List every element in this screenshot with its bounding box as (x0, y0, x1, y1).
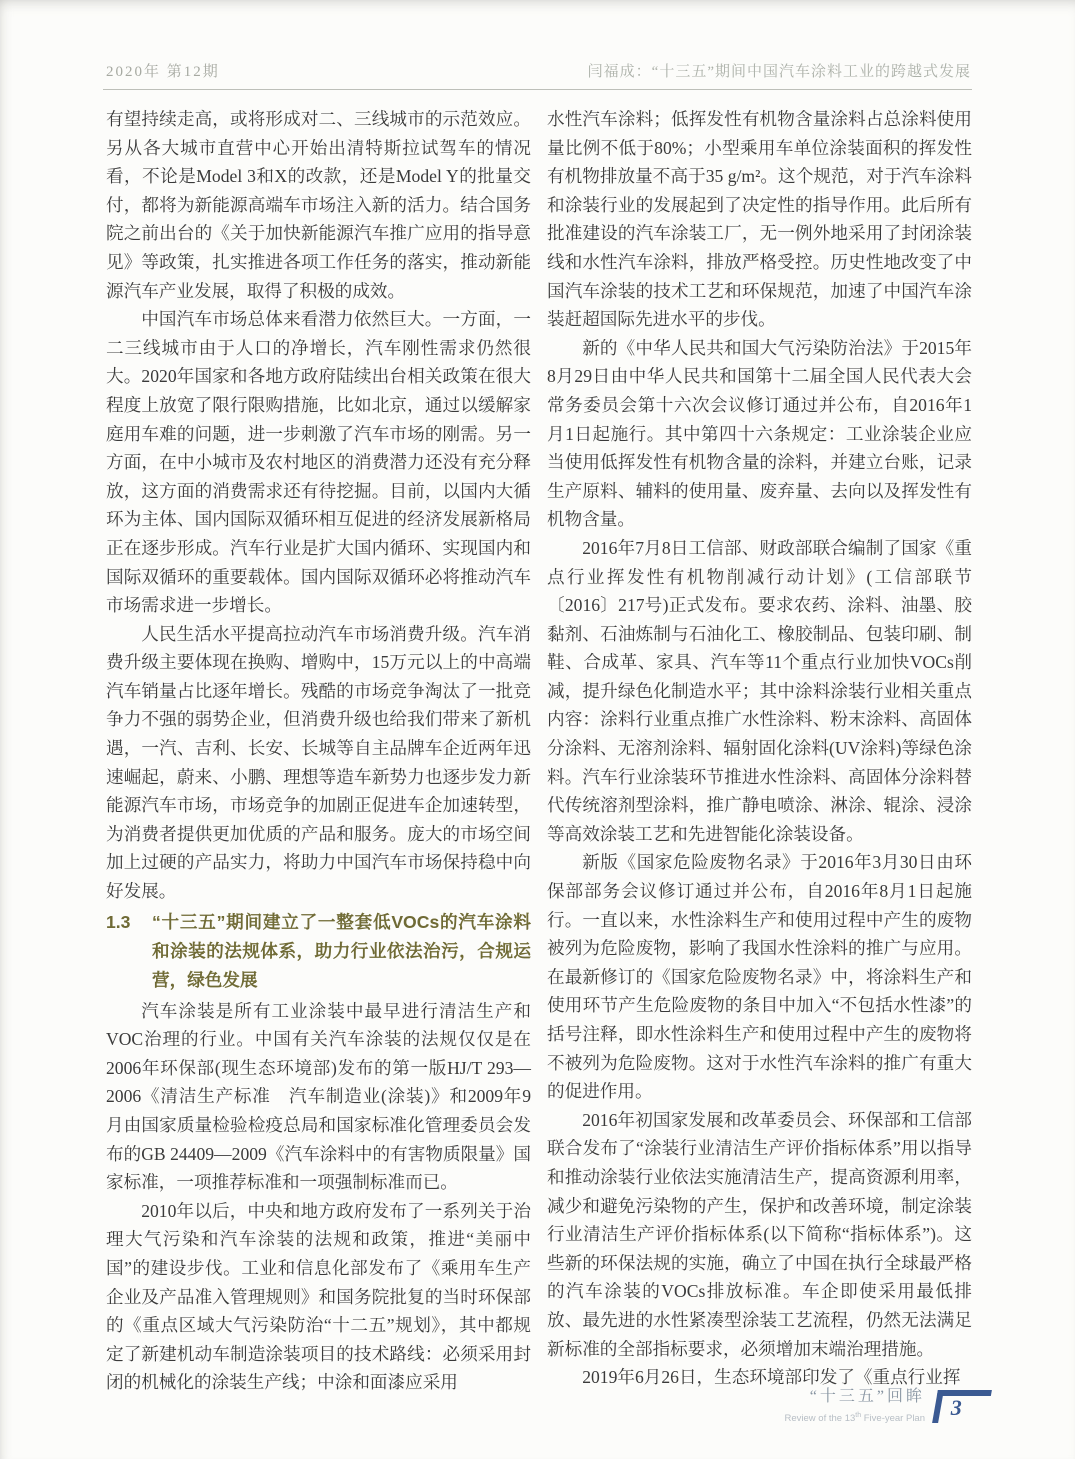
paragraph: 2016年初国家发展和改革委员会、环保部和工信部联合发布了“涂装行业清洁生产评价指标体系”用以指导和推动涂装行业依法实施清洁生产，提高资源利用率，减少和避免污染物的产生，保护和改善环境，制定涂装行业清洁生产评价指标体系(以下简称“指标体系”)。这些新的环保法规的实施，确立了中国在执行全球最严格的汽车涂装的VOCs排放标准。车企即使采用最低排放、最先进的水性紧凑型涂装工艺流程，仍然无法满足新标准的全部指标要求，必须增加末端治理措施。 (547, 1109, 972, 1359)
section-title: “十三五”期间建立了一整套低VOCs的汽车涂料和涂装的法规体系，助力行业依法治污，合规运营，绿色发展 (152, 911, 531, 990)
paragraph: 新版《国家危险废物名录》于2016年3月30日由环保部部务会议修订通过并公布，自2016年8月1日起施行。一直以来，水性涂料生产和使用过程中产生的废物被列为危险废物，影响了我国水性涂料的推广与应用。在最新修订的《国家危险废物名录》中，将涂料生产和使用环节产生危险废物的条目中加入“不包括水性漆”的括号注释，即水性涂料生产和使用过程中产生的废物将不被列为危险废物。这对于水性汽车涂料的推广有重大的促进作用。 (547, 852, 972, 1102)
footer-title-cn: “十三五”回眸 (809, 1388, 925, 1405)
paragraph: 人民生活水平提高拉动汽车市场消费升级。汽车消费升级主要体现在换购、增购中，15万元以上的中高端汽车销量占比逐年增长。残酷的市场竞争淘汰了一批竞争力不强的弱势企业，但消费升级也给我们带来了新机遇，一汽、吉利、长安、长城等自主品牌车企近两年迅速崛起，蔚来、小鹏、理想等造车新势力也逐步发力新能源汽车市场，市场竞争的加剧正促进车企加速转型，为消费者提供更加优质的产品和服务。庞大的市场空间加上过硬的产品实力，将助力中国汽车市场保持稳中向好发展。 (106, 623, 531, 902)
footer-en-suffix: Five-year Plan (861, 1413, 925, 1425)
page-number-bracket (932, 1390, 992, 1423)
paragraph: 2019年6月26日，生态环境部印发了《重点行业挥 (582, 1367, 961, 1388)
paragraph: 汽车涂装是所有工业涂装中最早进行清洁生产和VOC治理的行业。中国有关汽车涂装的法规仅仅是在2006年环保部(现生态环境部)发布的第一版HJ/T 293—2006《清洁生产标准 汽车制造业(涂装)》和2009年9月由国家质量检验检疫总局和国家标准化管理委员会发布的GB 24409—2009《汽车涂料中的有害物质限量》国家标准，一项推荐标准和一项强制标准而已。 (106, 1000, 531, 1193)
page-number: 3 (950, 1395, 962, 1420)
column-right (547, 105, 972, 1392)
footer-title-en (785, 1409, 926, 1425)
footer-titles (785, 1384, 926, 1425)
footer-en-sup: th (855, 1412, 862, 1419)
section-heading (106, 908, 531, 995)
paragraph: 新的《中华人民共和国大气污染防治法》于2015年8月29日由中华人民共和国第十二届全国人民代表大会常务委员会第十六次会议修订通过并公布，自2016年1月1日起施行。其中第四十六条规定：工业涂装企业应当使用低挥发性有机物含量的涂料，并建立台账，记录生产原料、辅料的使用量、废弃量、去向以及挥发性有机物含量。 (547, 337, 972, 530)
header-issue: 2020年 第12期 (106, 64, 220, 80)
section-number: 1.3 (106, 911, 131, 932)
page-footer (785, 1384, 990, 1425)
paragraph: 中国汽车市场总体来看潜力依然巨大。一方面，一二三线城市由于人口的净增长，汽车刚性需求仍然很大。2020年国家和各地方政府陆续出台相关政策在很大程度上放宽了限行限购措施，比如北京，通过以缓解家庭用车难的问题，进一步刺激了汽车市场的刚需。另一方面，在中小城市及农村地区的消费潜力还没有充分释放，这方面的消费需求还有待挖掘。目前，以国内大循环为主体、国内国际双循环相互促进的经济发展新格局正在逐步形成。汽车行业是扩大国内循环、实现国内和国际双循环的重要载体。国内国际双循环必将推动汽车市场需求进一步增长。 (106, 309, 531, 616)
header-rule (103, 89, 972, 90)
paragraph: 水性汽车涂料；低挥发性有机物含量涂料占总涂料使用量比例不低于80%；小型乘用车单位涂装面积的挥发性有机物排放量不高于35 g/m²。这个规范，对于汽车涂料和涂装行业的发展起到了决定性的指导作用。此后所有批准建设的汽车涂装工厂，无一例外地采用了封闭涂装线和水性汽车涂料，排放严格受控。历史性地改变了中国汽车涂装的技术工艺和环保规范，加速了中国汽车涂装赶超国际先进水平的步伐。 (547, 109, 972, 330)
paragraph: 有望持续走高，或将形成对二、三线城市的示范效应。另从各大城市直营中心开始出清特斯拉试驾车的情况看，不论是Model 3和X的改款，还是Model Y的批量交付，都将为新能源高端车市场注入新的活力。结合国务院之前出台的《关于加快新能源汽车推广应用的指导意见》等政策，扎实推进各项工作任务的落实，推动新能源汽车产业发展，取得了积极的成效。 (106, 109, 531, 301)
header-running-title: 闫福成：“十三五”期间中国汽车涂料工业的跨越式发展 (587, 64, 971, 80)
footer-en-prefix: Review of the 13 (784, 1413, 856, 1425)
paragraph: 2010年以后，中央和地方政府发布了一系列关于治理大气污染和汽车涂装的法规和政策，推进“美丽中国”的建设步伐。工业和信息化部发布了《乘用车生产企业及产品准入管理规则》和国务院批复的当时环保部的《重点区域大气污染防治“十二五”规划》，其中都规定了新建机动车制造涂装项目的技术路线：必须采用封闭的机械化的涂装生产线；中涂和面漆应采用 (106, 1200, 531, 1393)
paragraph: 2016年7月8日工信部、财政部联合编制了国家《重点行业挥发性有机物削减行动计划》(工信部联节〔2016〕217号)正式发布。要求农药、涂料、油墨、胶黏剂、石油炼制与石油化工、橡胶制品、包装印刷、制鞋、合成革、家具、汽车等11个重点行业加快VOCs削减，提升绿色化制造水平；其中涂料涂装行业相关重点内容：涂料行业重点推广水性涂料、粉末涂料、高固体分涂料、无溶剂涂料、辐射固化涂料(UV涂料)等绿色涂料。汽车行业涂装环节推进水性涂料、高固体分涂料替代传统溶剂型涂料，推广静电喷涂、淋涂、辊涂、浸涂等高效涂装工艺和先进智能化涂装设备。 (547, 537, 972, 844)
column-left (106, 105, 531, 1397)
